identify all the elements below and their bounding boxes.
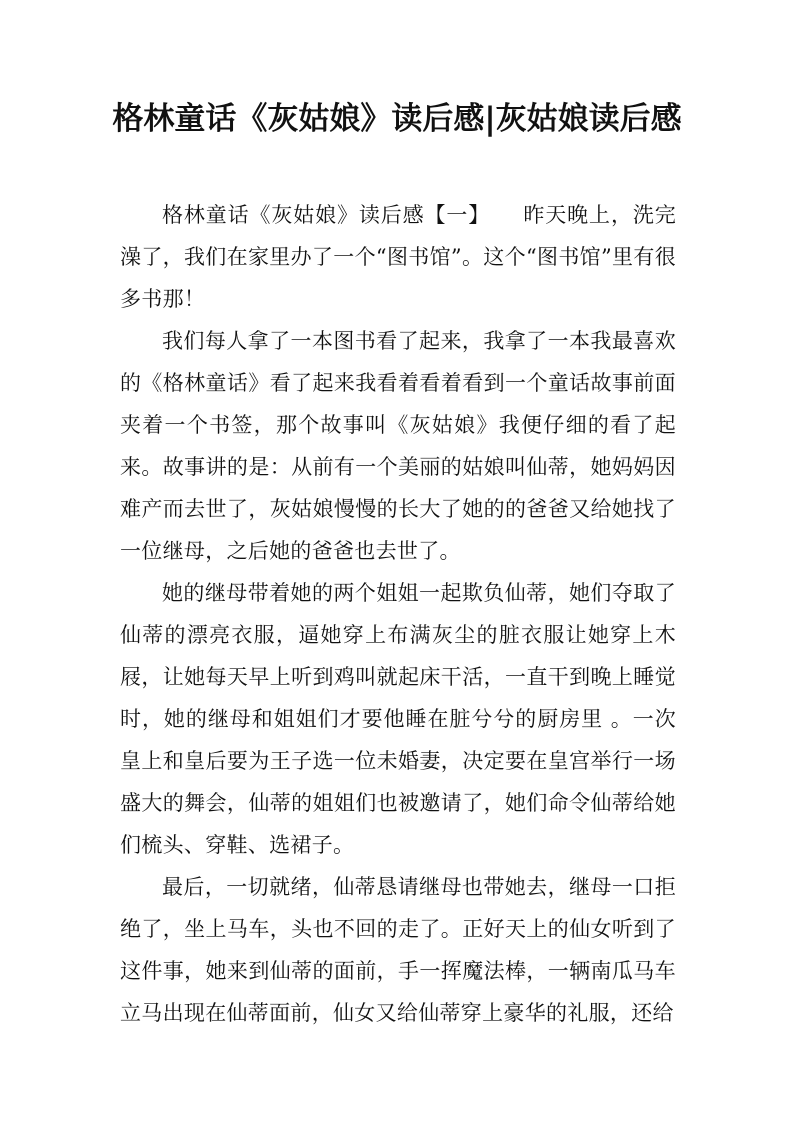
paragraph-4: 最后，一切就绪，仙蒂恳请继母也带她去，继母一口拒绝了，坐上马车，头也不回的走了。正好天上的仙女听到了这件事，她来到仙蒂的面前，手一挥魔法棒，一辆南瓜马车立马出现在仙蒂面前，仙女又给仙蒂穿上豪华的礼服，还给 — [120, 875, 676, 1025]
paragraph-2: 我们每人拿了一本图书看了起来，我拿了一本我最喜欢的《格林童话》看了起来我看着看着看到一个童话故事前面夹着一个书签，那个故事叫《灰姑娘》我便仔细的看了起来。故事讲的是：从前有一个美丽的姑娘叫仙蒂，她妈妈因难产而去世了，灰姑娘慢慢的长大了她的的爸爸又给她找了一位继母，之后她的爸爸也去世了。 — [120, 329, 676, 563]
paragraph-1: 格林童话《灰姑娘》读后感【一】 昨天晚上，洗完澡了，我们在家里办了一个“图书馆”。这个“图书馆”里有很多书那！ — [120, 203, 676, 311]
document-title: 格林童话《灰姑娘》读后感|灰姑娘读后感 — [112, 101, 682, 137]
paragraph-3: 她的继母带着她的两个姐姐一起欺负仙蒂，她们夺取了仙蒂的漂亮衣服，逼她穿上布满灰尘的脏衣服让她穿上木屐，让她每天早上听到鸡叫就起床干活，一直干到晚上睡觉时，她的继母和姐姐们才要他睡在脏兮兮的厨房里 。一次皇上和皇后要为王子选一位未婚妻，决定要在皇宫举行一场盛大的舞会，仙蒂的姐姐们也被邀请了，她们命令仙蒂给她们梳头、穿鞋、选裙子。 — [120, 581, 676, 857]
document-body — [120, 194, 676, 1034]
